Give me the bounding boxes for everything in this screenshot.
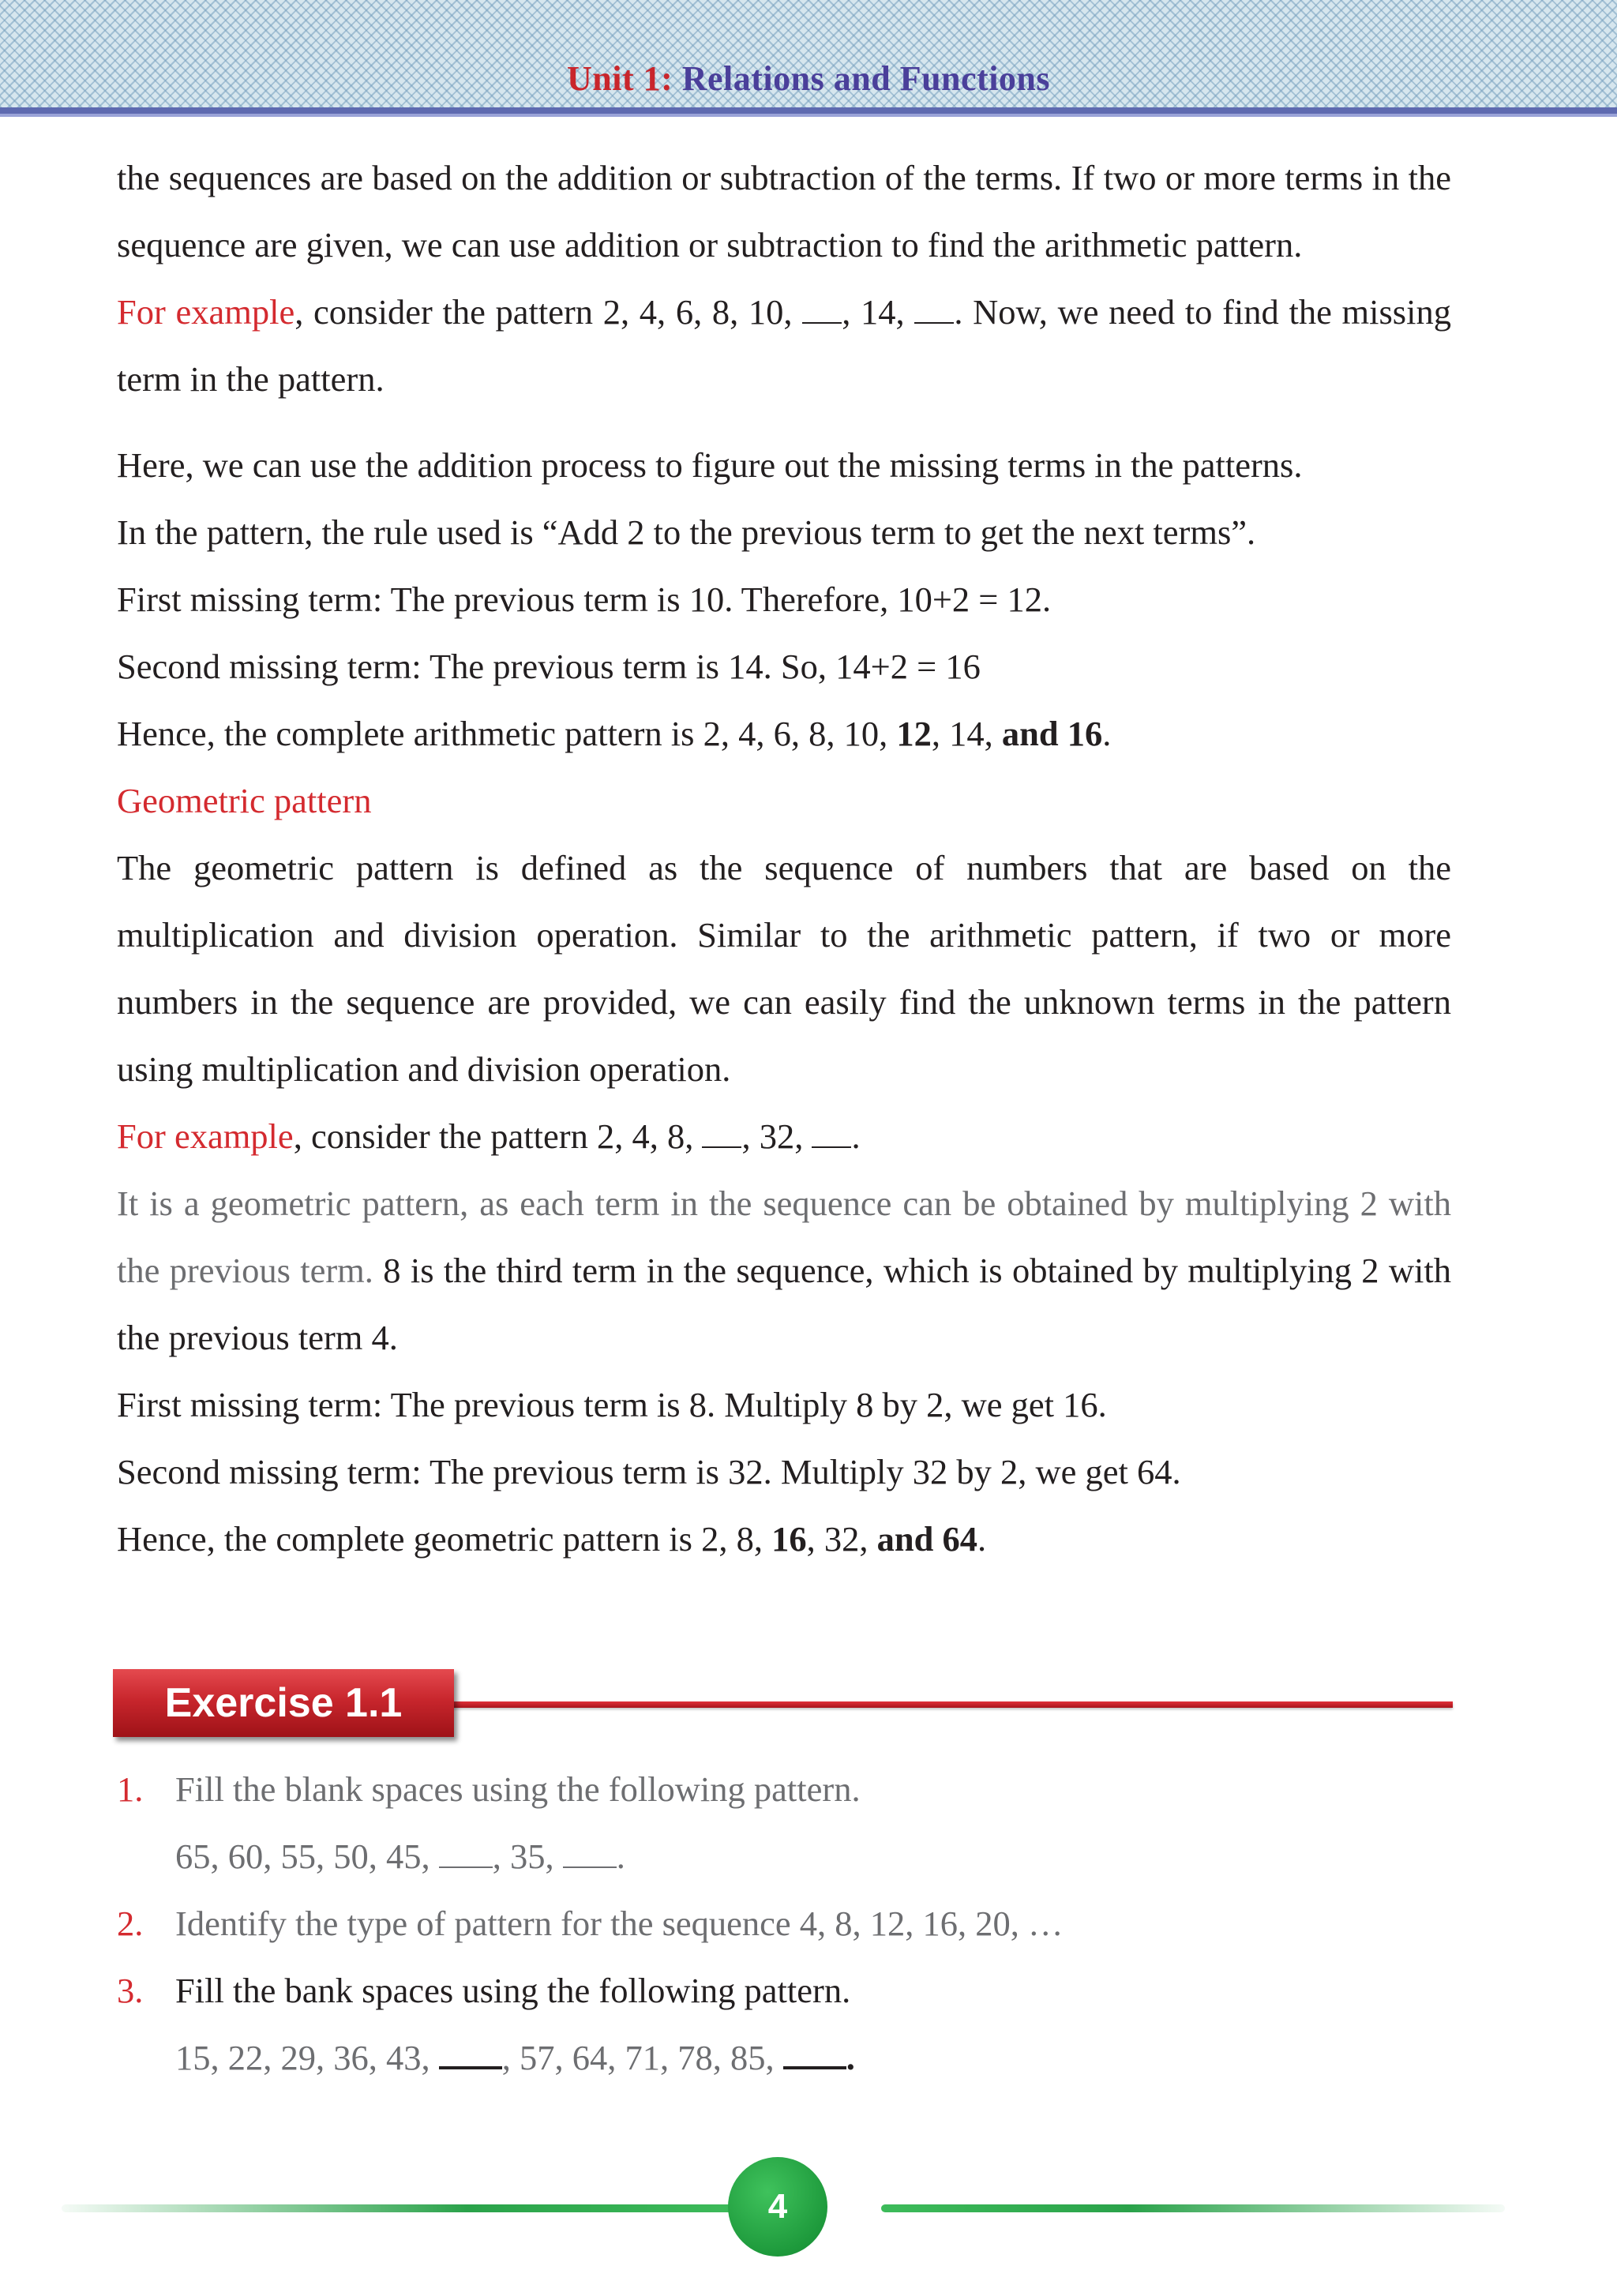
blank-line [439,1838,493,1868]
result-text-d: . [1102,714,1112,753]
sequence-text-c: . [846,2038,855,2077]
paragraph-geo-first-missing: First missing term: The previous term is 8. Multiply 8 by 2, we get 16. [117,1385,1107,1424]
unit-title [0,58,1617,99]
sequence-text-b: , 35, [492,1836,563,1876]
exercise-sequence [117,1823,1451,1890]
exercise-item [117,1890,1451,1957]
blank-line [783,2038,846,2069]
example-text-a: , consider the pattern 2, 4, 8, [293,1116,703,1156]
paragraph-example-geometric [117,1103,1451,1170]
paragraph-first-missing: First missing term: The previous term is 10. Therefore, 10+2 = 12. [117,580,1052,619]
paragraph-arithmetic-result [117,700,1451,767]
page-header [0,0,1617,114]
exercise-banner: Exercise 1.1 [113,1669,454,1737]
result-text-d: . [977,1519,987,1559]
exercise-item [117,1756,1451,1823]
paragraph-second-missing: Second missing term: The previous term is 14. So, 14+2 = 16 [117,647,981,686]
sequence-text-a: 15, 22, 29, 36, 43, [175,2038,439,2077]
unit-label: Unit 1: [566,59,673,98]
paragraph-intro: the sequences are based on the addition or subtraction of the terms. If two or more terms in the sequence are given, we can use addition or subtraction to find the arithmetic pattern. [117,158,1451,264]
blank-line [914,294,954,324]
exercise-item [117,1957,1451,2024]
explanation-rest: 8 is the third term in the sequence, which is obtained by multiplying 2 with the previous term 4. [117,1251,1451,1357]
result-bold-2: and 16 [1001,714,1103,753]
result-bold-1: 16 [771,1519,807,1559]
explanation-grey: It is a geometric pattern, as each term in the sequence can be obtained by multiplying 2 with the previous term. [117,1184,1451,1290]
exercise-number: 1. [117,1769,144,1809]
paragraph-addition-process: Here, we can use the addition process to figure out the missing terms in the patterns. [117,445,1303,485]
result-bold-1: 12 [896,714,932,753]
paragraph-geometric-result [117,1506,1451,1573]
sequence-text-b: , 57, 64, 71, 78, 85, [501,2038,783,2077]
example-label: For example [117,1116,294,1156]
example-label: For example [117,292,295,332]
example-text-b: , 14, [842,292,915,332]
page-number: 4 [728,2157,827,2257]
exercise-list [117,1756,1451,2092]
example-text-b: , 32, [741,1116,812,1156]
page-body [117,144,1451,1573]
example-text-c: . [851,1116,861,1156]
blank-line [563,1838,617,1868]
paragraph-example-arithmetic [117,279,1451,413]
paragraph-geo-second-missing: Second missing term: The previous term is 32. Multiply 32 by 2, we get 64. [117,1452,1181,1491]
paragraph-geometric-definition: The geometric pattern is defined as the sequence of numbers that are based on the multiplication and division operation. Similar to the arithmetic pattern, if two or more numbers in the sequence are provided, we can easily find the unknown terms in the pattern using multiplication and division operation. [117,848,1451,1089]
blank-line [702,1118,741,1148]
sequence-text-a: 65, 60, 55, 50, 45, [175,1836,439,1876]
paragraph-rule: In the pattern, the rule used is “Add 2 to the previous term to get the next terms”. [117,512,1256,552]
exercise-rule-line [442,1701,1453,1708]
result-text-a: Hence, the complete geometric pattern is 2, 8, [117,1519,772,1559]
blank-line [439,2038,502,2069]
exercise-sequence [117,2024,1451,2092]
paragraph-geometric-explanation [117,1170,1451,1371]
heading-geometric-pattern: Geometric pattern [117,781,372,820]
result-bold-2: and 64 [876,1519,977,1559]
example-text-c: . Now, we need to find the missing term in the pattern. [117,292,1451,399]
example-text-a: , consider the pattern 2, 4, 6, 8, 10, [295,292,803,332]
result-text-c: , 14, [931,714,1002,753]
exercise-text: Identify the type of pattern for the sequence 4, 8, 12, 16, 20, … [175,1904,1064,1943]
result-text-c: , 32, [806,1519,877,1559]
sequence-text-c: . [616,1836,625,1876]
result-text-a: Hence, the complete arithmetic pattern is 2, 4, 6, 8, 10, [117,714,897,753]
blank-line [802,294,842,324]
exercise-number: 2. [117,1904,144,1943]
exercise-text: Fill the blank spaces using the following pattern. [175,1769,861,1809]
exercise-text: Fill the bank spaces using the following pattern. [175,1971,851,2010]
unit-name: Relations and Functions [681,59,1051,98]
blank-line [812,1118,851,1148]
footer-line-right [881,2204,1505,2212]
exercise-number: 3. [117,1971,144,2010]
footer-line-left [62,2204,737,2212]
